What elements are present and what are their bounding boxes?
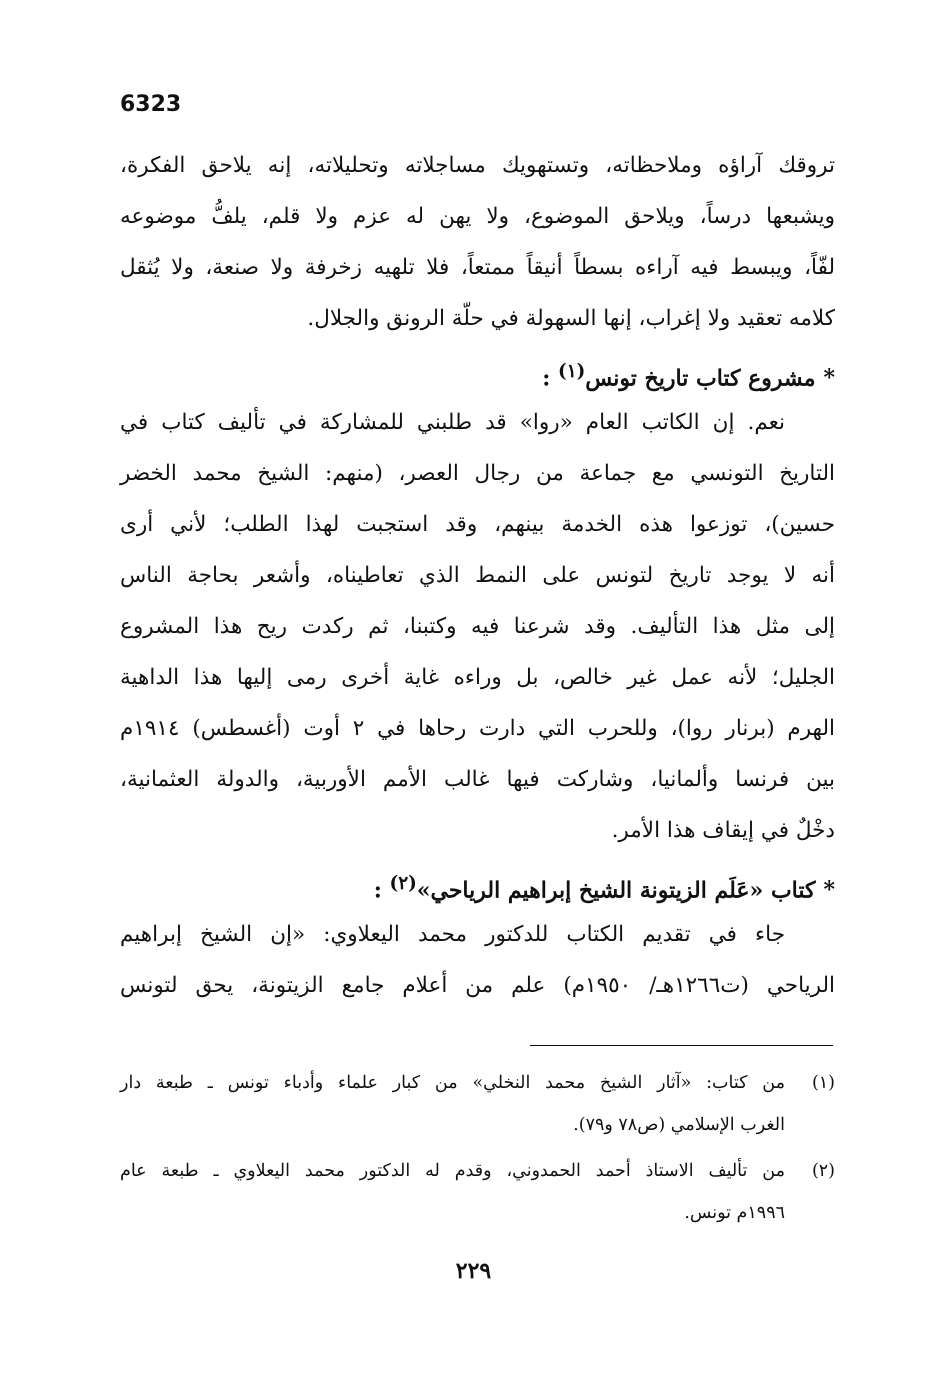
footnote-1-line bbox=[120, 1062, 835, 1104]
paragraph-2-line: أنه لا يوجد تاريخ لتونس على النمط الذي تعاطيناه، وأشعر بحاجة الناس bbox=[120, 563, 835, 588]
footnote-text: من كتاب: «آثار الشيخ محمد النخلي» من كبار علماء وأدباء تونس ـ طبعة دار bbox=[120, 1073, 785, 1093]
section-heading-tunis-history bbox=[120, 346, 835, 397]
paragraph-1-line: لفّاً، ويبسط فيه آراءه بسطاً أنيقاً ممتعاً، فلا تلهيه زخرفة ولا صنعة، ولا يُثقل bbox=[120, 255, 835, 280]
footnote-number: (١) bbox=[811, 1073, 835, 1093]
page-id: 6323 bbox=[120, 92, 182, 117]
paragraph-2-line: التاريخ التونسي مع جماعة من رجال العصر، (منهم: الشيخ محمد الخضر bbox=[120, 461, 835, 486]
footnote-ref: (١) bbox=[558, 361, 586, 382]
heading-text: مشروع كتاب تاريخ تونس bbox=[585, 365, 816, 392]
footnote-2-line bbox=[120, 1150, 835, 1192]
paragraph-2-line: نعم. إن الكاتب العام «روا» قد طلبني للمشاركة في تأليف كتاب في bbox=[120, 410, 785, 435]
main-text bbox=[120, 140, 835, 1011]
paragraph-3-line: جاء في تقديم الكتاب للدكتور محمد اليعلاوي: «إن الشيخ إبراهيم bbox=[120, 922, 785, 947]
paragraph-2-line: الهرم (برنار روا)، وللحرب التي دارت رحاها في ٢ أوت (أغسطس) ١٩١٤م bbox=[120, 716, 835, 741]
paragraph-2-line: الجليل؛ لأنه عمل غير خالص، بل وراءه غاية أخرى رمى إليها هذا الداهية bbox=[120, 665, 835, 690]
footnotes bbox=[120, 1062, 835, 1234]
footnote-ref: (٢) bbox=[389, 873, 417, 894]
section-heading-riyahi-book bbox=[120, 858, 835, 909]
paragraph-2-line: إلى مثل هذا التأليف. وقد شرعنا فيه وكتبنا، ثم ركدت ريح هذا المشروع bbox=[120, 614, 835, 639]
page-number: ٢٢٩ bbox=[455, 1258, 492, 1284]
paragraph-1-line: ويشبعها درساً، ويلاحق الموضوع، ولا يهن له عزم ولا قلم، يلفُّ موضوعه bbox=[120, 204, 835, 229]
heading-star: * bbox=[823, 877, 835, 904]
paragraph-1-line: تروقك آراؤه وملاحظاته، وتستهويك مساجلاته وتحليلاته، إنه يلاحق الفكرة، bbox=[120, 153, 835, 178]
footnote-1-line: الغرب الإسلامي (ص٧٨ و٧٩). bbox=[573, 1115, 785, 1135]
heading-star: * bbox=[823, 365, 835, 392]
heading-colon: : bbox=[542, 365, 551, 392]
footnote-number: (٢) bbox=[811, 1161, 835, 1181]
paragraph-3-line: الرياحي (ت١٢٦٦هـ/ ١٩٥٠م) علم من أعلام جامع الزيتونة، يحق لتونس bbox=[120, 973, 835, 998]
heading-text: كتاب «عَلَم الزيتونة الشيخ إبراهيم الرياحي» bbox=[416, 877, 816, 904]
paragraph-1-line: كلامه تعقيد ولا إغراب، إنها السهولة في حلّة الرونق والجلال. bbox=[307, 306, 835, 331]
paragraph-2-line: حسين)، توزعوا هذه الخدمة بينهم، وقد استجبت لهذا الطلب؛ لأني أرى bbox=[120, 512, 835, 537]
paragraph-2-line: دخْلٌ في إيقاف هذا الأمر. bbox=[611, 818, 835, 843]
paragraph-2-line: بين فرنسا وألمانيا، وشاركت فيها غالب الأمم الأوربية، والدولة العثمانية، bbox=[120, 767, 835, 792]
footnote-2-line: ١٩٩٦م تونس. bbox=[684, 1203, 785, 1223]
footnote-text: من تأليف الاستاذ أحمد الحمدوني، وقدم له الدكتور محمد اليعلاوي ـ طبعة عام bbox=[120, 1161, 785, 1181]
heading-colon: : bbox=[373, 877, 382, 904]
footnote-separator bbox=[530, 1045, 833, 1046]
